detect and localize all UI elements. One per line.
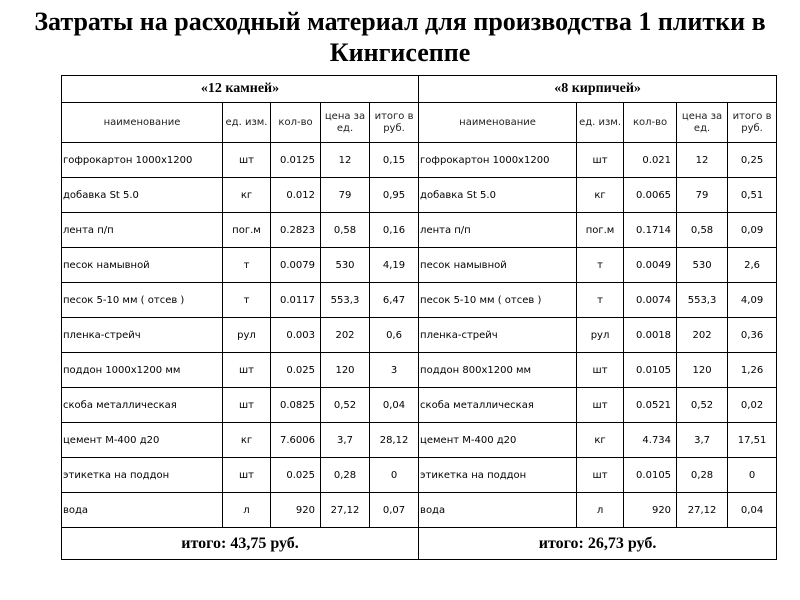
right-total-cell: 0,36 [728, 318, 777, 353]
right-name-cell: песок 5-10 мм ( отсев ) [419, 283, 577, 318]
table-row [62, 143, 777, 178]
left-name-cell: добавка St 5.0 [62, 178, 223, 213]
right-total-cell: 0,02 [728, 388, 777, 423]
left-total-cell: 0,07 [370, 493, 419, 528]
right-price-cell: 3,7 [677, 423, 728, 458]
table-row [62, 318, 777, 353]
right-col-price-header: цена за ед. [677, 103, 728, 143]
right-qty-cell: 0.0018 [624, 318, 677, 353]
right-product-header: «8 кирпичей» [419, 76, 777, 103]
product-header-row [62, 76, 777, 103]
right-unit-cell: шт [577, 458, 624, 493]
right-name-cell: пленка-стрейч [419, 318, 577, 353]
right-total-cell: 0,04 [728, 493, 777, 528]
right-name-cell: вода [419, 493, 577, 528]
left-price-cell: 3,7 [321, 423, 370, 458]
left-unit-cell: рул [223, 318, 271, 353]
left-name-cell: скоба металлическая [62, 388, 223, 423]
left-qty-cell: 0.025 [271, 353, 321, 388]
left-grand-total: итого: 43,75 руб. [62, 528, 419, 560]
page-title: Затраты на расходный материал для производства 1 плитки в Кингисеппе [34, 7, 766, 67]
table-row [62, 353, 777, 388]
right-col-name-header: наименование [419, 103, 577, 143]
left-price-cell: 79 [321, 178, 370, 213]
right-col-total-header: итого в руб. [728, 103, 777, 143]
right-name-cell: скоба металлическая [419, 388, 577, 423]
right-qty-cell: 0.0105 [624, 458, 677, 493]
left-unit-cell: л [223, 493, 271, 528]
left-col-price-header: цена за ед. [321, 103, 370, 143]
table-row [62, 388, 777, 423]
right-name-cell: этикетка на поддон [419, 458, 577, 493]
right-col-unit-header: ед. изм. [577, 103, 624, 143]
right-grand-total: итого: 26,73 руб. [419, 528, 777, 560]
cost-table [61, 75, 777, 560]
left-unit-cell: т [223, 248, 271, 283]
table-row [62, 283, 777, 318]
right-price-cell: 120 [677, 353, 728, 388]
right-unit-cell: кг [577, 423, 624, 458]
left-price-cell: 27,12 [321, 493, 370, 528]
left-total-cell: 4,19 [370, 248, 419, 283]
table-row [62, 213, 777, 248]
right-price-cell: 0,28 [677, 458, 728, 493]
right-qty-cell: 0.0049 [624, 248, 677, 283]
left-qty-cell: 0.012 [271, 178, 321, 213]
right-unit-cell: шт [577, 353, 624, 388]
left-name-cell: песок 5-10 мм ( отсев ) [62, 283, 223, 318]
right-unit-cell: шт [577, 388, 624, 423]
right-price-cell: 530 [677, 248, 728, 283]
right-col-qty-header: кол-во [624, 103, 677, 143]
right-qty-cell: 4.734 [624, 423, 677, 458]
right-unit-cell: шт [577, 143, 624, 178]
right-unit-cell: т [577, 283, 624, 318]
left-name-cell: песок намывной [62, 248, 223, 283]
right-name-cell: добавка St 5.0 [419, 178, 577, 213]
left-qty-cell: 0.0125 [271, 143, 321, 178]
left-price-cell: 202 [321, 318, 370, 353]
left-unit-cell: шт [223, 353, 271, 388]
table-row [62, 458, 777, 493]
right-price-cell: 202 [677, 318, 728, 353]
left-qty-cell: 7.6006 [271, 423, 321, 458]
right-total-cell: 0,51 [728, 178, 777, 213]
right-total-cell: 0,25 [728, 143, 777, 178]
right-qty-cell: 0.1714 [624, 213, 677, 248]
right-qty-cell: 0.0074 [624, 283, 677, 318]
left-total-cell: 0,04 [370, 388, 419, 423]
left-name-cell: этикетка на поддон [62, 458, 223, 493]
left-name-cell: пленка-стрейч [62, 318, 223, 353]
right-qty-cell: 0.0105 [624, 353, 677, 388]
right-price-cell: 79 [677, 178, 728, 213]
right-unit-cell: л [577, 493, 624, 528]
left-name-cell: лента п/п [62, 213, 223, 248]
right-name-cell: лента п/п [419, 213, 577, 248]
left-total-cell: 6,47 [370, 283, 419, 318]
right-price-cell: 0,52 [677, 388, 728, 423]
table-row [62, 423, 777, 458]
left-unit-cell: кг [223, 423, 271, 458]
left-qty-cell: 0.0825 [271, 388, 321, 423]
left-price-cell: 530 [321, 248, 370, 283]
left-name-cell: поддон 1000х1200 мм [62, 353, 223, 388]
left-total-cell: 0,6 [370, 318, 419, 353]
right-name-cell: поддон 800х1200 мм [419, 353, 577, 388]
right-name-cell: песок намывной [419, 248, 577, 283]
table-row [62, 493, 777, 528]
right-unit-cell: кг [577, 178, 624, 213]
left-price-cell: 0,28 [321, 458, 370, 493]
left-unit-cell: пог.м [223, 213, 271, 248]
right-total-cell: 17,51 [728, 423, 777, 458]
left-unit-cell: шт [223, 143, 271, 178]
left-product-header: «12 камней» [62, 76, 419, 103]
left-price-cell: 553,3 [321, 283, 370, 318]
left-price-cell: 120 [321, 353, 370, 388]
left-total-cell: 0,16 [370, 213, 419, 248]
right-name-cell: гофрокартон 1000х1200 [419, 143, 577, 178]
left-qty-cell: 0.025 [271, 458, 321, 493]
left-total-cell: 0,95 [370, 178, 419, 213]
left-col-unit-header: ед. изм. [223, 103, 271, 143]
grand-total-row [62, 528, 777, 560]
right-unit-cell: рул [577, 318, 624, 353]
right-price-cell: 12 [677, 143, 728, 178]
left-qty-cell: 920 [271, 493, 321, 528]
right-qty-cell: 0.0521 [624, 388, 677, 423]
left-col-total-header: итого в руб. [370, 103, 419, 143]
right-price-cell: 0,58 [677, 213, 728, 248]
column-header-row [62, 103, 777, 143]
right-total-cell: 0,09 [728, 213, 777, 248]
table-row [62, 178, 777, 213]
right-qty-cell: 0.021 [624, 143, 677, 178]
left-total-cell: 3 [370, 353, 419, 388]
left-unit-cell: шт [223, 458, 271, 493]
right-unit-cell: пог.м [577, 213, 624, 248]
left-total-cell: 28,12 [370, 423, 419, 458]
right-price-cell: 27,12 [677, 493, 728, 528]
right-total-cell: 1,26 [728, 353, 777, 388]
left-price-cell: 12 [321, 143, 370, 178]
left-unit-cell: т [223, 283, 271, 318]
right-qty-cell: 920 [624, 493, 677, 528]
left-price-cell: 0,58 [321, 213, 370, 248]
right-total-cell: 0 [728, 458, 777, 493]
left-name-cell: гофрокартон 1000х1200 [62, 143, 223, 178]
table-row [62, 248, 777, 283]
left-qty-cell: 0.2823 [271, 213, 321, 248]
right-total-cell: 2,6 [728, 248, 777, 283]
left-price-cell: 0,52 [321, 388, 370, 423]
left-qty-cell: 0.0117 [271, 283, 321, 318]
left-col-qty-header: кол-во [271, 103, 321, 143]
left-col-name-header: наименование [62, 103, 223, 143]
right-total-cell: 4,09 [728, 283, 777, 318]
right-qty-cell: 0.0065 [624, 178, 677, 213]
right-unit-cell: т [577, 248, 624, 283]
right-name-cell: цемент М-400 д20 [419, 423, 577, 458]
left-unit-cell: кг [223, 178, 271, 213]
left-total-cell: 0 [370, 458, 419, 493]
left-name-cell: цемент М-400 д20 [62, 423, 223, 458]
left-total-cell: 0,15 [370, 143, 419, 178]
left-unit-cell: шт [223, 388, 271, 423]
left-name-cell: вода [62, 493, 223, 528]
left-qty-cell: 0.0079 [271, 248, 321, 283]
left-qty-cell: 0.003 [271, 318, 321, 353]
right-price-cell: 553,3 [677, 283, 728, 318]
